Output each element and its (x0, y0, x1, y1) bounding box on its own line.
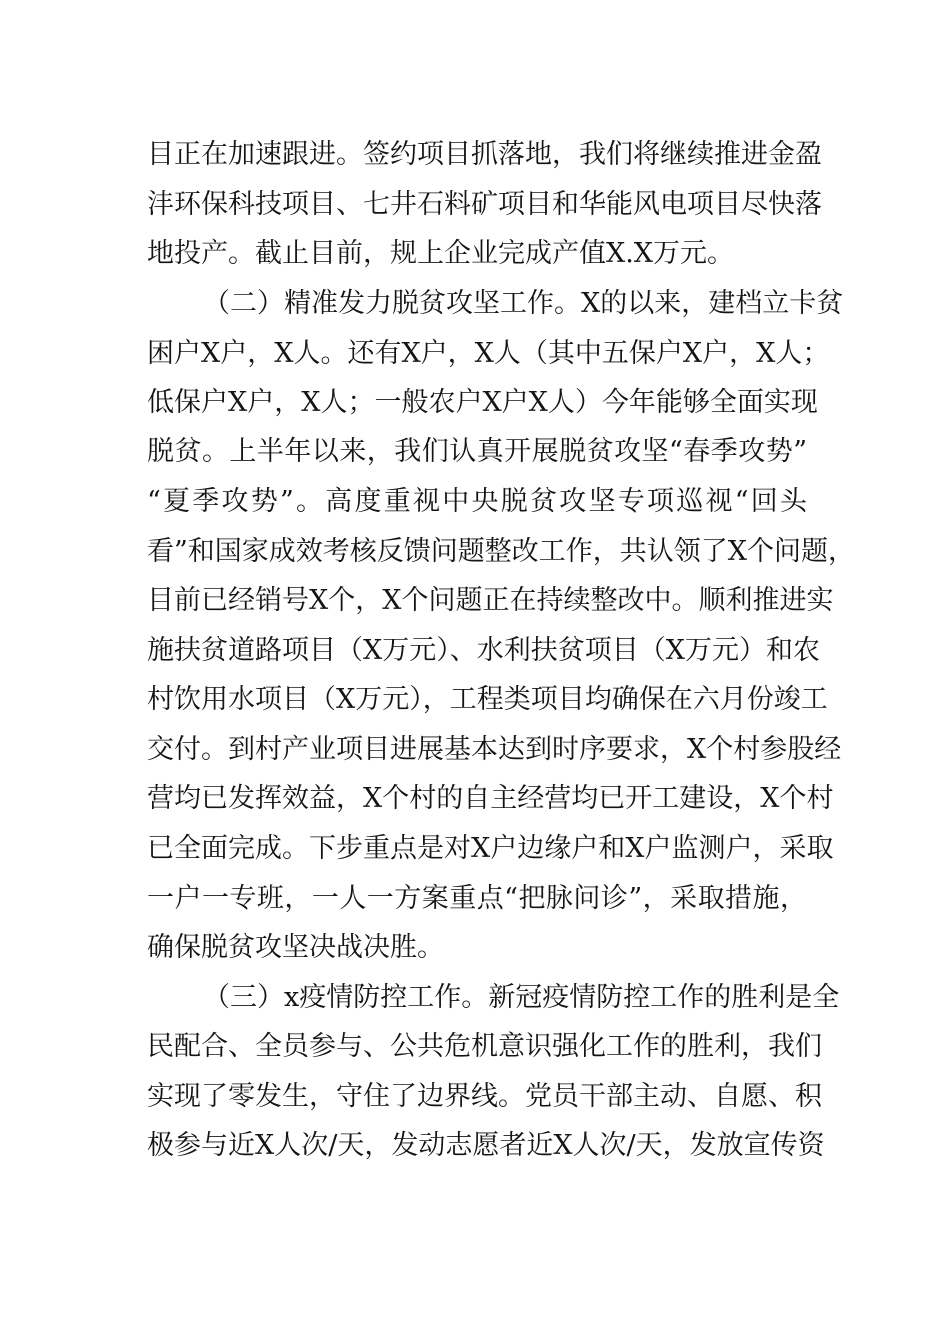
text-line: 地投产。截止目前，规上企业完成产值X.X万元。 (147, 238, 735, 269)
text-line: 营均已发挥效益，X个村的自主经营均已开工建设，X个村 (147, 783, 834, 814)
text-line: 交付。到村产业项目进展基本达到时序要求，X个村参股经 (147, 734, 842, 765)
text-line: 已全面完成。下步重点是对X户边缘户和X户监测户，采取 (147, 833, 834, 864)
text-line: 施扶贫道路项目（X万元）、水利扶贫项目（X万元）和农 (147, 635, 820, 666)
text-line: 低保户X户，X人；一般农户X户X人）今年能够全面实现 (147, 387, 818, 418)
text-line: 极参与近X人次/天，发动志愿者近X人次/天，发放宣传资 (147, 1130, 825, 1161)
text-line: 目前已经销号X个，X个问题正在持续整改中。顺利推进实 (147, 585, 834, 616)
text-line: 村饮用水项目（X万元），工程类项目均确保在六月份竣工 (147, 684, 828, 715)
text-line: 脱贫。上半年以来，我们认真开展脱贫攻坚“春季攻势” (147, 436, 807, 467)
text-line: 一户一专班，一人一方案重点“把脉问诊”，采取措施， (147, 883, 807, 914)
paragraph-heading-line: （三）x疫情防控工作。新冠疫情防控工作的胜利是全 (203, 982, 840, 1013)
text-line: 沣环保科技项目、七井石料矿项目和华能风电项目尽快落 (147, 189, 822, 220)
text-line: 民配合、全员参与、公共危机意识强化工作的胜利，我们 (147, 1031, 822, 1062)
text-line: 实现了零发生，守住了边界线。党员干部主动、自愿、积 (147, 1081, 822, 1112)
paragraph-heading-line: （二）精准发力脱贫攻坚工作。X的以来，建档立卡贫 (203, 288, 844, 319)
text-line: 看”和国家成效考核反馈问题整改工作，共认领了X个问题， (147, 536, 856, 567)
text-line: 困户X户，X人。还有X户，X人（其中五保户X户，X人； (147, 338, 830, 369)
text-line: “夏季攻势”。高度重视中央脱贫攻坚专项巡视“回头 (147, 486, 807, 517)
text-line: 目正在加速跟进。签约项目抓落地，我们将继续推进金盈 (147, 139, 822, 170)
text-line: 确保脱贫攻坚决战决胜。 (147, 932, 444, 963)
